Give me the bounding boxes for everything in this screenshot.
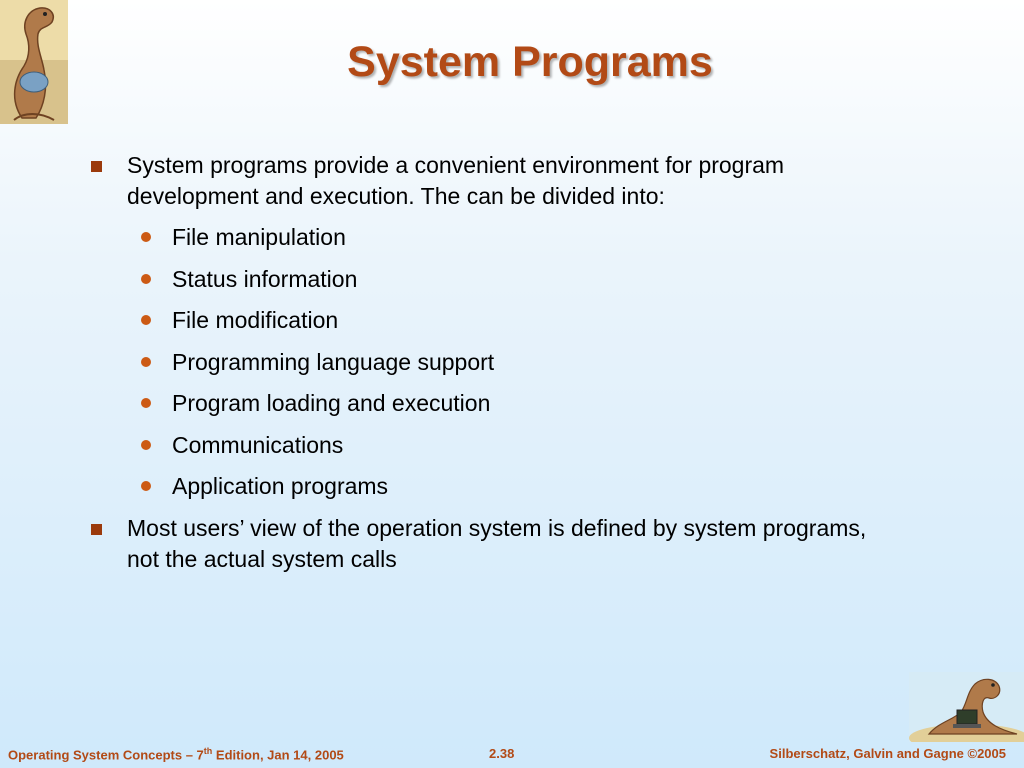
round-bullet-icon: [141, 440, 151, 450]
sub-bullet-item: [0, 305, 1024, 336]
footer-slide-number: 2.38: [489, 746, 515, 761]
sub-bullet-text: File modification: [172, 307, 339, 333]
sub-bullet-text: Status information: [172, 265, 358, 292]
footer-left-superscript: th: [203, 746, 213, 756]
sub-bullet-text: Application programs: [172, 473, 389, 499]
bullet-item: [0, 513, 867, 575]
slide-body: [0, 150, 1024, 585]
footer-left-text-end: Edition, Jan 14, 2005: [212, 747, 344, 763]
slide-title: System Programs: [347, 38, 713, 86]
dinosaur-with-laptop-icon: [909, 672, 1024, 742]
sub-bullet-item: [0, 347, 1024, 378]
dinosaur-logo-bottom: [909, 672, 1024, 742]
sub-bullet-item: [0, 388, 1024, 419]
sub-bullet-list: [0, 222, 1024, 502]
sub-bullet-item: [0, 430, 1024, 461]
round-bullet-icon: [141, 357, 151, 367]
square-bullet-icon: [91, 524, 102, 535]
sub-bullet-item: [0, 222, 1024, 253]
round-bullet-icon: [141, 274, 151, 284]
sub-bullet-item: [0, 471, 1024, 502]
round-bullet-icon: [141, 398, 151, 408]
round-bullet-icon: [141, 481, 151, 491]
footer-course-info: [8, 746, 344, 762]
bullet-text: System programs provide a convenient environment for program development and execution. The can be divided into:: [127, 152, 785, 209]
round-bullet-icon: [141, 232, 151, 242]
bullet-text: Most users’ view of the operation system is defined by system programs, not the actual system calls: [127, 514, 867, 572]
sub-bullet-text: Communications: [172, 431, 344, 458]
sub-bullet-text: File manipulation: [172, 224, 346, 250]
sub-bullet-item: [0, 264, 1024, 295]
round-bullet-icon: [141, 315, 151, 325]
sub-bullet-text: Programming language support: [172, 348, 495, 375]
square-bullet-icon: [91, 161, 102, 172]
bullet-item: [0, 150, 867, 212]
footer-copyright: Silberschatz, Galvin and Gagne ©2005: [769, 746, 1006, 761]
sub-bullet-text: Program loading and execution: [172, 390, 491, 416]
footer-left-text: Operating System Concepts – 7: [8, 747, 204, 763]
